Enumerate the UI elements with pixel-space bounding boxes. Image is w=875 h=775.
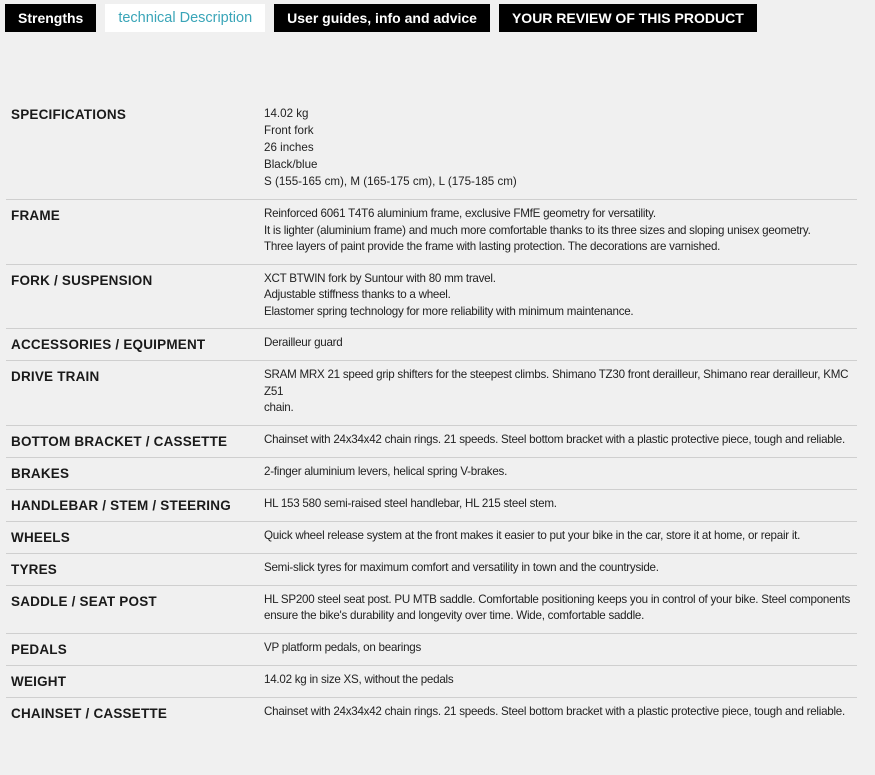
specifications-table xyxy=(6,99,857,729)
spec-row-tyres xyxy=(6,554,857,586)
spec-label: ACCESSORIES / EQUIPMENT xyxy=(11,337,206,352)
spec-value xyxy=(264,496,857,513)
spec-label: TYRES xyxy=(11,561,58,577)
spec-line: chain. xyxy=(264,401,294,414)
spec-row-brakes xyxy=(6,458,857,490)
spec-line: Adjustable stiffness thanks to a wheel. xyxy=(264,288,451,301)
spec-row-wheels xyxy=(6,522,857,554)
spec-line: Quick wheel release system at the front makes it easier to put your bike in the car, store it at home, or repair it. xyxy=(264,528,801,542)
spec-line: XCT BTWIN fork by Suntour with 80 mm travel. xyxy=(264,271,496,285)
spec-label: BRAKES xyxy=(11,465,70,481)
spec-value xyxy=(264,528,857,545)
spec-line: HL SP200 steel seat post. PU MTB saddle. Comfortable positioning keeps you in control of your bike. Steel components xyxy=(264,592,851,606)
spec-label: FORK / SUSPENSION xyxy=(11,272,153,288)
tab-strengths[interactable]: Strengths xyxy=(5,4,96,32)
spec-row-handlebar xyxy=(6,490,857,522)
spec-label: SPECIFICATIONS xyxy=(11,107,127,122)
spec-line: Chainset with 24x34x42 chain rings. 21 speeds. Steel bottom bracket with a plastic protective piece, tough and reliable. xyxy=(264,432,845,446)
spec-line: Front fork xyxy=(264,124,314,137)
spec-line: Chainset with 24x34x42 chain rings. 21 speeds. Steel bottom bracket with a plastic protective piece, tough and reliable. xyxy=(264,704,845,718)
spec-row-pedals xyxy=(6,634,857,666)
spec-label: HANDLEBAR / STEM / STEERING xyxy=(11,497,231,513)
spec-value xyxy=(264,704,857,721)
spec-line: Derailleur guard xyxy=(264,336,343,349)
spec-value xyxy=(264,105,857,190)
spec-label: PEDALS xyxy=(11,641,67,657)
spec-line: 26 inches xyxy=(264,141,314,154)
tab-bar xyxy=(5,4,757,32)
spec-row-bottom-bracket xyxy=(6,426,857,458)
spec-value xyxy=(264,672,857,689)
spec-row-accessories xyxy=(6,329,857,361)
spec-row-weight xyxy=(6,666,857,698)
spec-line: 14.02 kg in size XS, without the pedals xyxy=(264,672,454,686)
spec-value xyxy=(264,335,857,352)
spec-value xyxy=(264,592,857,625)
spec-label: DRIVE TRAIN xyxy=(11,369,100,384)
spec-row-fork-suspension xyxy=(6,265,857,330)
tab-user-guides[interactable]: User guides, info and advice xyxy=(274,4,490,32)
spec-row-specifications xyxy=(6,99,857,200)
spec-line: VP platform pedals, on bearings xyxy=(264,640,422,654)
spec-label: WHEELS xyxy=(11,529,70,545)
tab-your-review[interactable]: YOUR REVIEW OF THIS PRODUCT xyxy=(499,4,757,32)
spec-value xyxy=(264,464,857,481)
spec-value xyxy=(264,367,857,417)
spec-value xyxy=(264,271,857,321)
spec-value xyxy=(264,560,857,577)
spec-row-saddle xyxy=(6,586,857,634)
tab-technical-description[interactable]: technical Description xyxy=(105,4,265,32)
spec-line: Three layers of paint provide the frame with lasting protection. The decorations are varnished. xyxy=(264,240,721,253)
spec-line: SRAM MRX 21 speed grip shifters for the steepest climbs. Shimano TZ30 front derailleur, Shimano rear derailleur, KMC Z51 xyxy=(264,368,849,398)
spec-line: ensure the bike's durability and longevity over time. Wide, comfortable saddle. xyxy=(264,609,645,622)
spec-label: CHAINSET / CASSETTE xyxy=(11,705,168,721)
spec-line: It is lighter (aluminium frame) and much more comfortable thanks to its three sizes and sloping unisex geometry. xyxy=(264,223,811,237)
spec-line: Black/blue xyxy=(264,158,318,171)
spec-label: FRAME xyxy=(11,208,60,223)
spec-label: WEIGHT xyxy=(11,673,67,689)
spec-row-chainset xyxy=(6,698,857,729)
spec-line: Reinforced 6061 T4T6 aluminium frame, exclusive FMfE geometry for versatility. xyxy=(264,207,656,220)
spec-row-drive-train xyxy=(6,361,857,426)
spec-label: SADDLE / SEAT POST xyxy=(11,593,157,609)
spec-value xyxy=(264,206,857,256)
spec-value xyxy=(264,640,857,657)
spec-row-frame xyxy=(6,200,857,265)
spec-label: BOTTOM BRACKET / CASSETTE xyxy=(11,433,228,449)
spec-line: 14.02 kg xyxy=(264,107,309,120)
spec-line: Elastomer spring technology for more reliability with minimum maintenance. xyxy=(264,304,634,318)
spec-line: Semi-slick tyres for maximum comfort and versatility in town and the countryside. xyxy=(264,560,659,574)
spec-line: 2-finger aluminium levers, helical spring V-brakes. xyxy=(264,464,508,478)
spec-line: HL 153 580 semi-raised steel handlebar, HL 215 steel stem. xyxy=(264,496,557,510)
spec-line: S (155-165 cm), M (165-175 cm), L (175-185 cm) xyxy=(264,175,517,188)
spec-value xyxy=(264,432,857,449)
